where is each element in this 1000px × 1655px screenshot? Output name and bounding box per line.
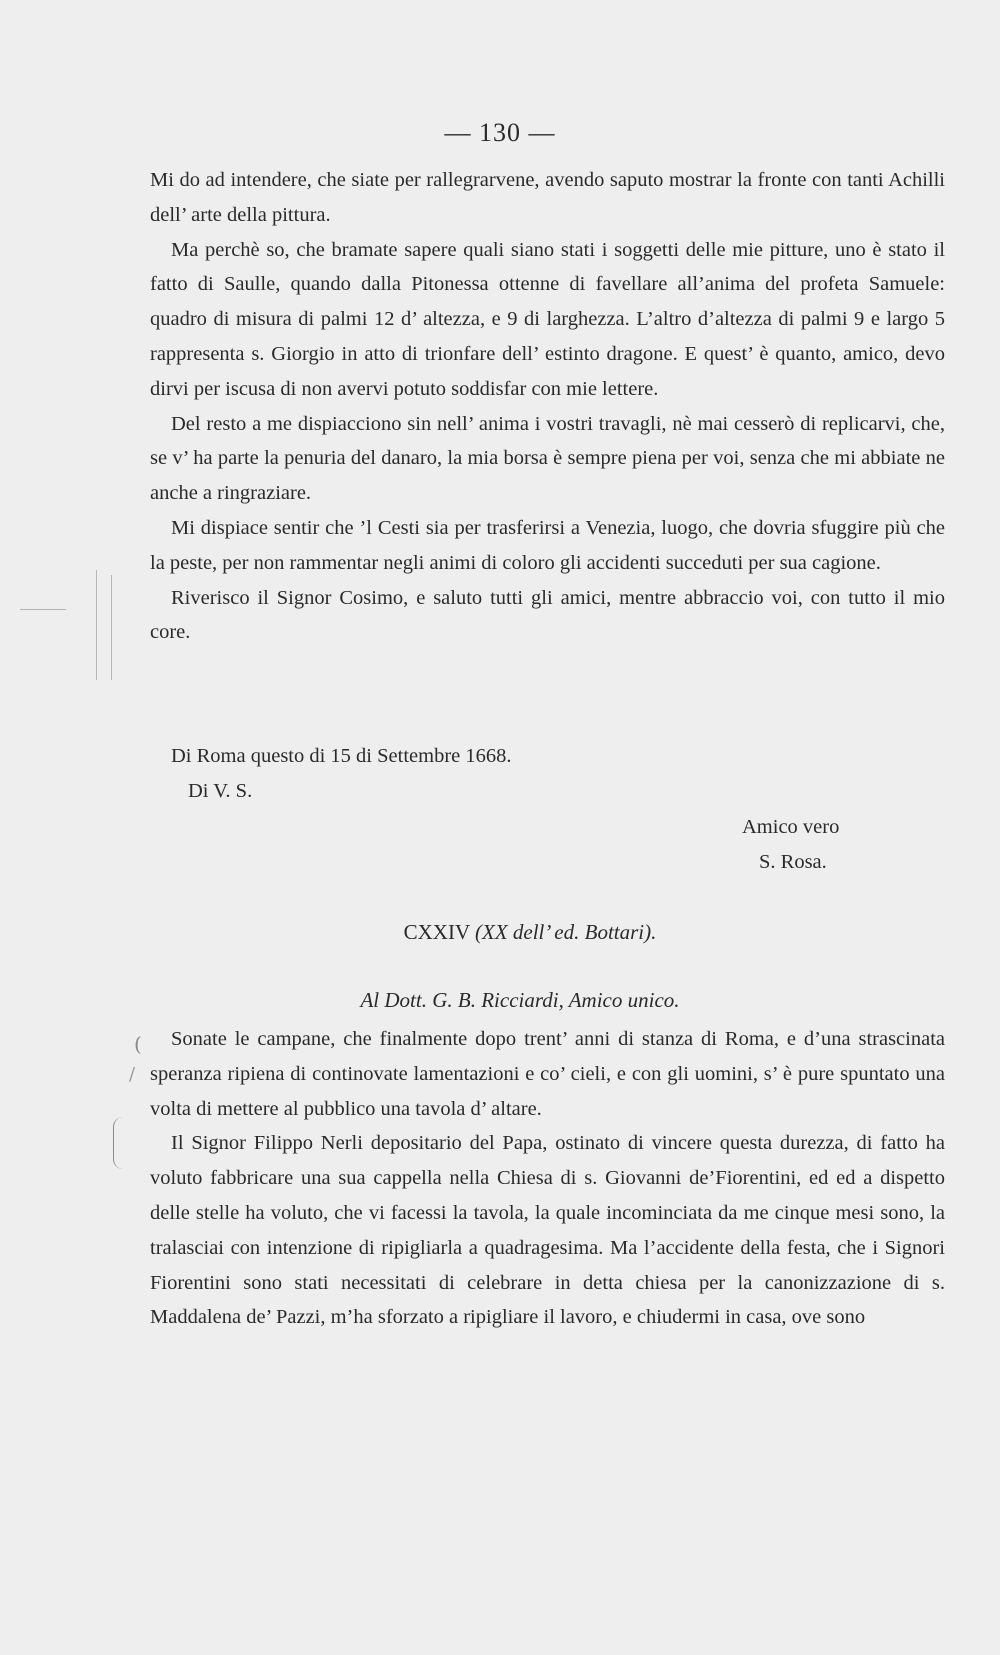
paragraph: Del resto a me dispiacciono sin nell’ anima i vostri travagli, nè mai cesserò di replicarvi, che, se v’ ha parte la penuria del danaro, la mia borsa è sempre piena per voi, senza che mi abbiate ne anche a ringraziare. bbox=[150, 412, 945, 505]
paragraph: Mi dispiace sentir che ’l Cesti sia per trasferirsi a Venezia, luogo, che dovria sfuggire più che la peste, per non rammentar negli animi di coloro gli accidenti succeduti per sua cagione. bbox=[150, 516, 945, 574]
letter-body bbox=[150, 1022, 945, 1335]
paragraph: Mi do ad intendere, che siate per rallegrarvene, avendo saputo mostrar la fronte con tanti Achilli dell’ arte della pittura. bbox=[150, 169, 945, 226]
paragraph: Riverisco il Signor Cosimo, e saluto tutti gli amici, mentre abbraccio voi, con tutto il mio core. bbox=[150, 586, 945, 644]
letter-number: CXXIV bbox=[403, 920, 470, 944]
margin-pencil-mark bbox=[96, 570, 97, 680]
letter-address: Di V. S. bbox=[188, 780, 253, 802]
page-number: — 130 — bbox=[444, 118, 556, 147]
letter-heading bbox=[30, 920, 1000, 945]
letter-dateline: Di Roma questo di 15 di Settembre 1668. bbox=[171, 745, 512, 767]
paragraph: Ma perchè so, che bramate sapere quali siano stati i soggetti delle mie pitture, uno è stato il fatto di Saulle, quando dalla Pitonessa ottenne di favellare all’anima del profeta Samuele: quadro di misura di palmi 12 d’ altezza, e 9 di larghezza. L’altro d’altezza di palmi 9 e largo 5 rappresenta s. Giorgio in atto di trionfare dell’ estinto dragone. E quest’ è quanto, amico, devo dirvi per iscusa di non avervi potuto soddisfar con mie lettere. bbox=[150, 238, 945, 400]
margin-pencil-mark bbox=[20, 609, 66, 610]
margin-bracket-mark: / bbox=[129, 1064, 136, 1085]
paragraph: Il Signor Filippo Nerli depositario del Papa, ostinato di vincere questa durezza, di fatto ha voluto fabbricare una sua cappella nella Chiesa di s. Giovanni de’Fiorentini, ed ed a dispetto delle stelle ha voluto, che vi facessi la tavola, la quale incominciata da me cinque mesi sono, la tralasciai con intenzione di ripigliarla a quadragesima. Ma l’accidente della festa, che i Signori Fiorentini sono stati necessitati di celebrare in detta chiesa per la canonizzazione di s. Maddalena de’ Pazzi, m’ha sforzato a ripigliare il lavoro, e chiudermi in casa, ove sono bbox=[150, 1132, 945, 1329]
paragraph: Sonate le campane, che finalmente dopo trent’ anni di stanza di Roma, e d’una strascinata speranza ripiena di continovate lamentazioni e co’ cieli, e con gli uomini, s’ è pure spuntato una volta di mettere al pubblico una tavola d’ altare. bbox=[150, 1028, 945, 1120]
margin-bracket-mark: ( bbox=[134, 1032, 142, 1056]
letter-signature: S. Rosa. bbox=[759, 851, 827, 873]
letter-closing: Amico vero bbox=[742, 816, 840, 838]
margin-bracket-mark bbox=[113, 1117, 124, 1169]
letter-body bbox=[150, 163, 945, 650]
margin-pencil-mark bbox=[111, 575, 112, 680]
letter-number-note: (XX dell’ ed. Bottari). bbox=[475, 920, 657, 944]
letter-recipient: Al Dott. G. B. Ricciardi, Amico unico. bbox=[360, 988, 680, 1012]
